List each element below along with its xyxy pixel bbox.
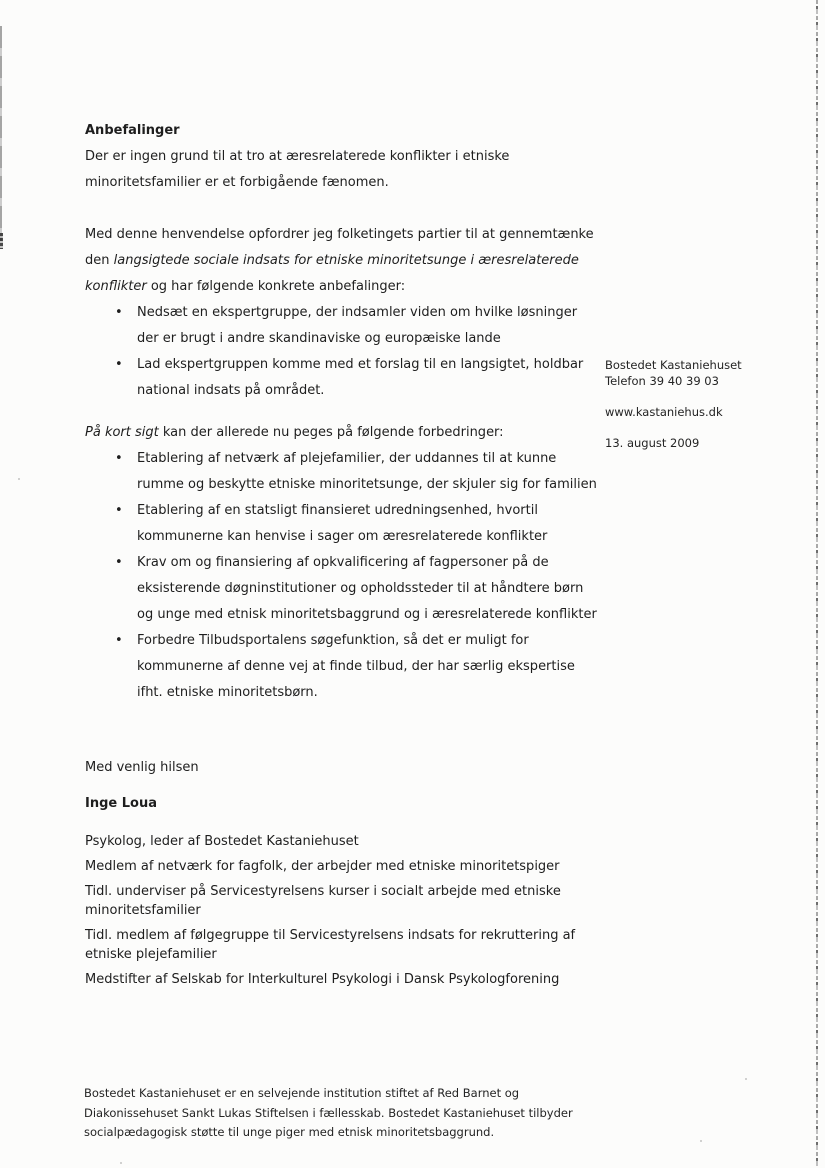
scan-artifact-right-edge [816, 0, 818, 1168]
scan-artifact-left-edge [0, 26, 2, 241]
scan-speckle [700, 1140, 702, 1142]
list-item-text: Krav om og finansiering af opkvalificering af fagpersoner på de eksisterende døgninstitutioner og opholdssteder til at håndtere børn og unge med etnisk minoritetsbaggrund og i æresrelaterede konflikter [137, 555, 597, 622]
letter-footer [84, 1084, 600, 1143]
list-item [115, 498, 599, 550]
bullet-icon: • [115, 503, 123, 518]
list-item-text: Nedsæt en ekspertgruppe, der indsamler viden om hvilke løsninger der er brugt i andre skandinaviske og europæiske lande [137, 305, 578, 346]
signature-role: Medstifter af Selskab for Interkulturel Psykologi i Dansk Psykologforening [85, 972, 560, 987]
bullet-icon: • [115, 357, 123, 372]
paragraph-italic-text: langsigtede sociale indsats for etniske minoritetsunge i æresrelaterede konflikter [85, 253, 579, 294]
signature-role: Psykolog, leder af Bostedet Kastaniehuset [85, 834, 359, 849]
letter-heading: Anbefalinger [85, 123, 180, 138]
paragraph-italic-text: På kort sigt [85, 425, 159, 440]
signature-role: Tidl. medlem af følgegruppe til Servicestyrelsens indsats for rekruttering af etniske plejefamilier [85, 928, 576, 962]
list-item [115, 446, 599, 498]
signature-block [85, 758, 599, 989]
signature-name: Inge Loua [85, 796, 157, 811]
paragraph-text: kan der allerede nu peges på følgende forbedringer: [158, 425, 504, 440]
signature-role: Tidl. underviser på Servicestyrelsens kurser i socialt arbejde med etniske minoritetsfamilier [85, 884, 561, 918]
short-term-improvement-list [85, 446, 599, 706]
bullet-icon: • [115, 451, 123, 466]
footer-text: Bostedet Kastaniehuset er en selvejende institution stiftet af Red Barnet og Diakonissehuset Sankt Lukas Stiftelsen i fællesskab. Bostedet Kastaniehuset tilbyder socialpædagogisk støtte til unge piger med etnisk minoritetsbaggrund. [84, 1086, 573, 1139]
organization-name: Bostedet Kastaniehuset [605, 358, 742, 372]
long-term-recommendation-list [85, 300, 599, 404]
list-item [115, 628, 599, 706]
scan-artifact-left-dash [0, 233, 3, 249]
list-item [115, 352, 599, 404]
list-item-text: Forbedre Tilbudsportalens søgefunktion, så det er muligt for kommunerne af denne vej at finde tilbud, der har særlig ekspertise ifht. etniske minoritetsbørn. [137, 633, 575, 700]
website-url: www.kastaniehus.dk [605, 405, 723, 419]
list-item [115, 550, 599, 628]
list-item [115, 300, 599, 352]
letter-body [85, 118, 599, 995]
contact-sidebar [605, 357, 790, 451]
list-item-text: Etablering af en statsligt finansieret udredningsenhed, hvortil kommunerne kan henvise i sager om æresrelaterede konflikter [137, 503, 548, 544]
phone-number: Telefon 39 40 39 03 [605, 374, 719, 388]
list-item-text: Etablering af netværk af plejefamilier, der uddannes til at kunne rumme og beskytte etniske minoritetsunge, der skjuler sig for familien [137, 451, 597, 492]
closing-salutation: Med venlig hilsen [85, 760, 199, 775]
list-item-text: Lad ekspertgruppen komme med et forslag til en langsigtet, holdbar national indsats på området. [137, 357, 584, 398]
short-term-intro-paragraph [85, 420, 599, 446]
scan-speckle [120, 1162, 122, 1164]
paragraph-text: og har følgende konkrete anbefalinger: [146, 279, 406, 294]
scan-speckle [18, 478, 20, 480]
bullet-icon: • [115, 555, 123, 570]
bullet-icon: • [115, 633, 123, 648]
paragraph-text: Med denne henvendelse opfordrer jeg folketingets partier til at gennemtænke den [85, 227, 594, 268]
signature-role: Medlem af netværk for fagfolk, der arbejder med etniske minoritetspiger [85, 859, 560, 874]
letter-date: 13. august 2009 [605, 436, 700, 450]
bullet-icon: • [115, 305, 123, 320]
recommendation-intro-paragraph [85, 222, 599, 300]
intro-paragraph: Der er ingen grund til at tro at æresrelaterede konflikter i etniske minoritetsfamilier er et forbigående fænomen. [85, 149, 510, 190]
scan-speckle [745, 1078, 747, 1080]
